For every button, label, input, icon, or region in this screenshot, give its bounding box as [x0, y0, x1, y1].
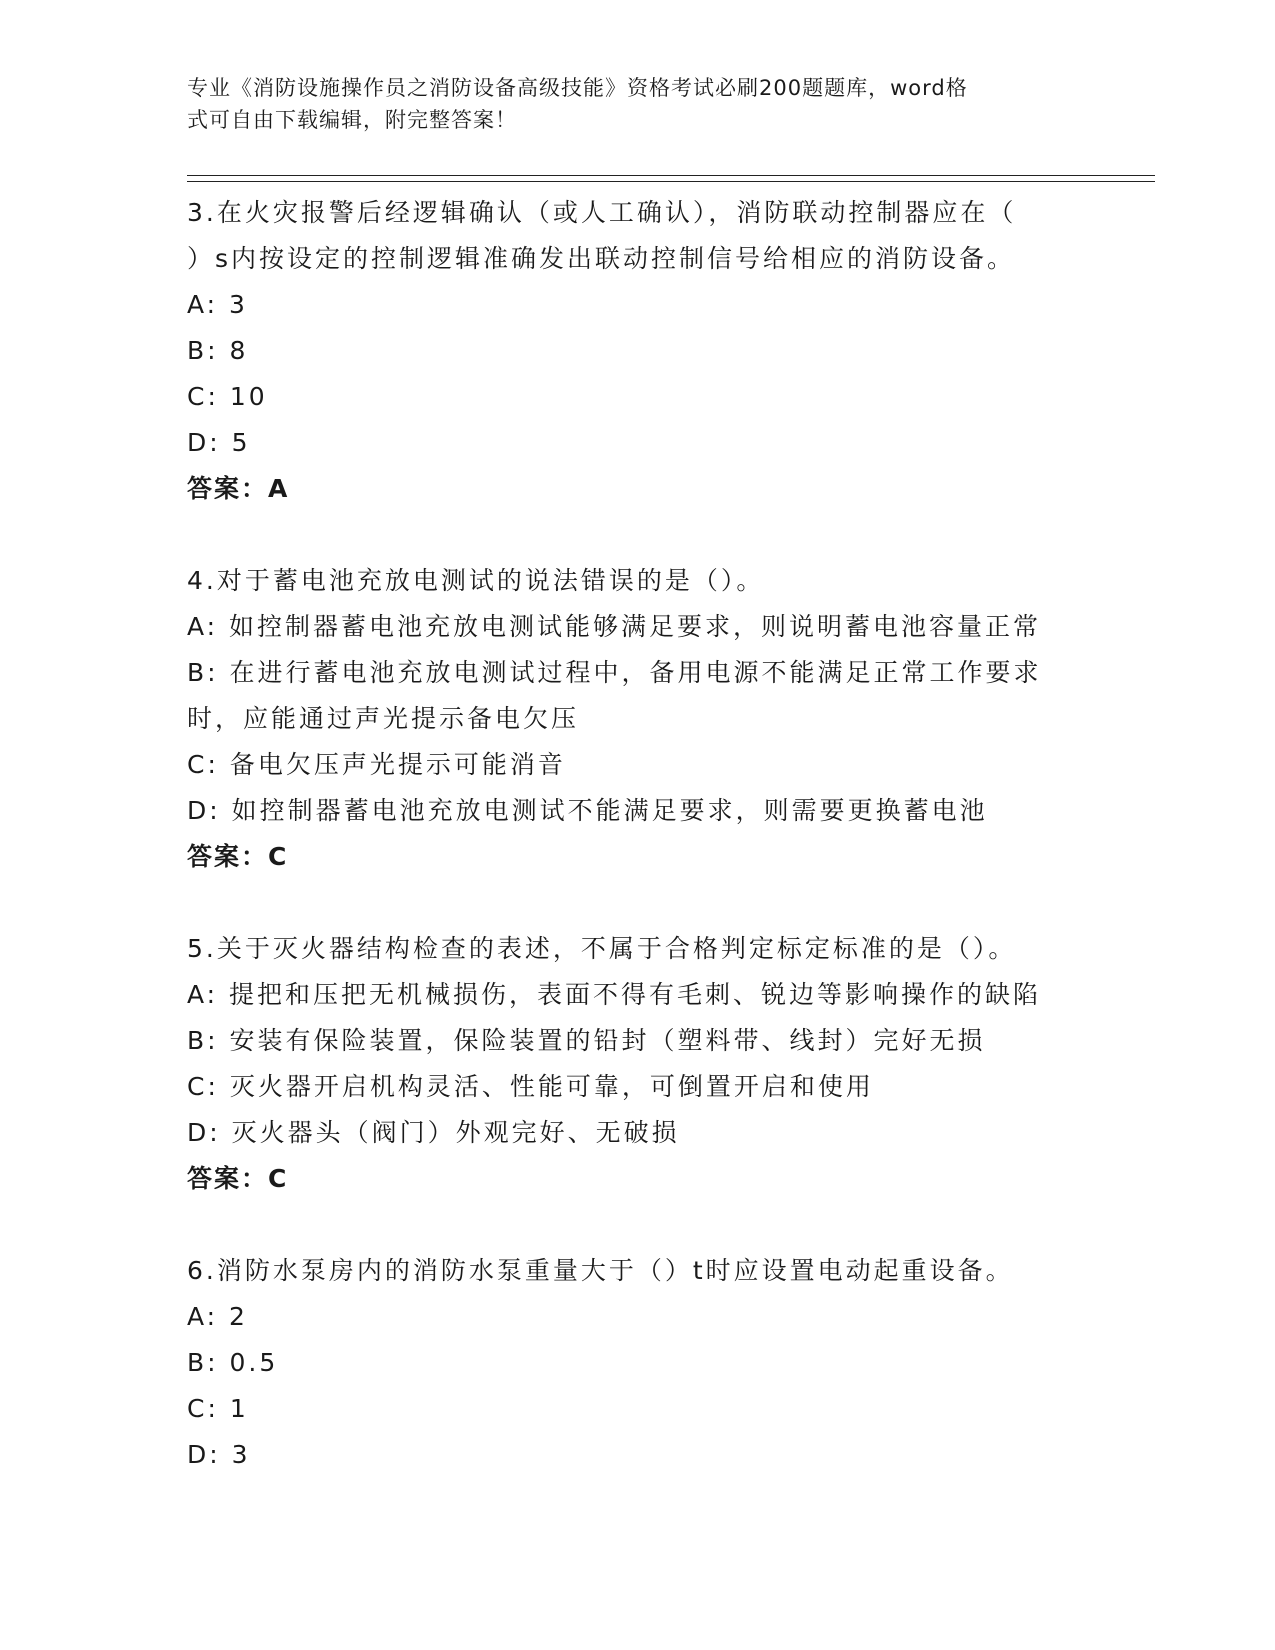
question-list: [187, 190, 1087, 1524]
question-stem-continued: ）s内按设定的控制逻辑准确发出联动控制信号给相应的消防设备。: [187, 244, 1016, 273]
option-b: B: 在进行蓄电池充放电测试过程中，备用电源不能满足正常工作要求: [187, 658, 1042, 687]
question-stem: 6.消防水泵房内的消防水泵重量大于（）t时应设置电动起重设备。: [187, 1256, 1014, 1285]
answer-label: 答案：C: [187, 842, 289, 871]
option-d: D: 3: [187, 1440, 251, 1469]
header-divider: [187, 175, 1155, 182]
option-a: A: 如控制器蓄电池充放电测试能够满足要求，则说明蓄电池容量正常: [187, 612, 1042, 641]
option-b: B: 安装有保险装置，保险装置的铅封（塑料带、线封）完好无损: [187, 1026, 986, 1055]
header-line-1: 专业《消防设施操作员之消防设备高级技能》资格考试必刷200题题库，word格: [187, 76, 968, 100]
header-line-2: 式可自由下载编辑，附完整答案！: [187, 108, 517, 132]
question-3: [187, 190, 1087, 512]
question-4: [187, 558, 1087, 880]
option-d: D: 5: [187, 428, 251, 457]
option-c: C: 10: [187, 382, 268, 411]
option-c: C: 1: [187, 1394, 249, 1423]
option-b-continued: 时，应能通过声光提示备电欠压: [187, 704, 580, 733]
option-d: D: 灭火器头（阀门）外观完好、无破损: [187, 1118, 680, 1147]
question-6: [187, 1248, 1087, 1478]
question-stem: 3.在火灾报警后经逻辑确认（或人工确认），消防联动控制器应在（: [187, 198, 1017, 227]
option-d: D: 如控制器蓄电池充放电测试不能满足要求，则需要更换蓄电池: [187, 796, 988, 825]
answer-label: 答案：C: [187, 1164, 289, 1193]
option-b: B: 8: [187, 336, 249, 365]
option-b: B: 0.5: [187, 1348, 279, 1377]
question-5: [187, 926, 1087, 1202]
document-header: [187, 72, 1067, 136]
option-c: C: 灭火器开启机构灵活、性能可靠，可倒置开启和使用: [187, 1072, 874, 1101]
question-stem: 4.对于蓄电池充放电测试的说法错误的是（）。: [187, 566, 765, 595]
option-c: C: 备电欠压声光提示可能消音: [187, 750, 566, 779]
option-a: A: 3: [187, 290, 248, 319]
answer-label: 答案：A: [187, 474, 290, 503]
option-a: A: 2: [187, 1302, 248, 1331]
question-stem: 5.关于灭火器结构检查的表述，不属于合格判定标定标准的是（）。: [187, 934, 1017, 963]
option-a: A: 提把和压把无机械损伤，表面不得有毛刺、锐边等影响操作的缺陷: [187, 980, 1042, 1009]
